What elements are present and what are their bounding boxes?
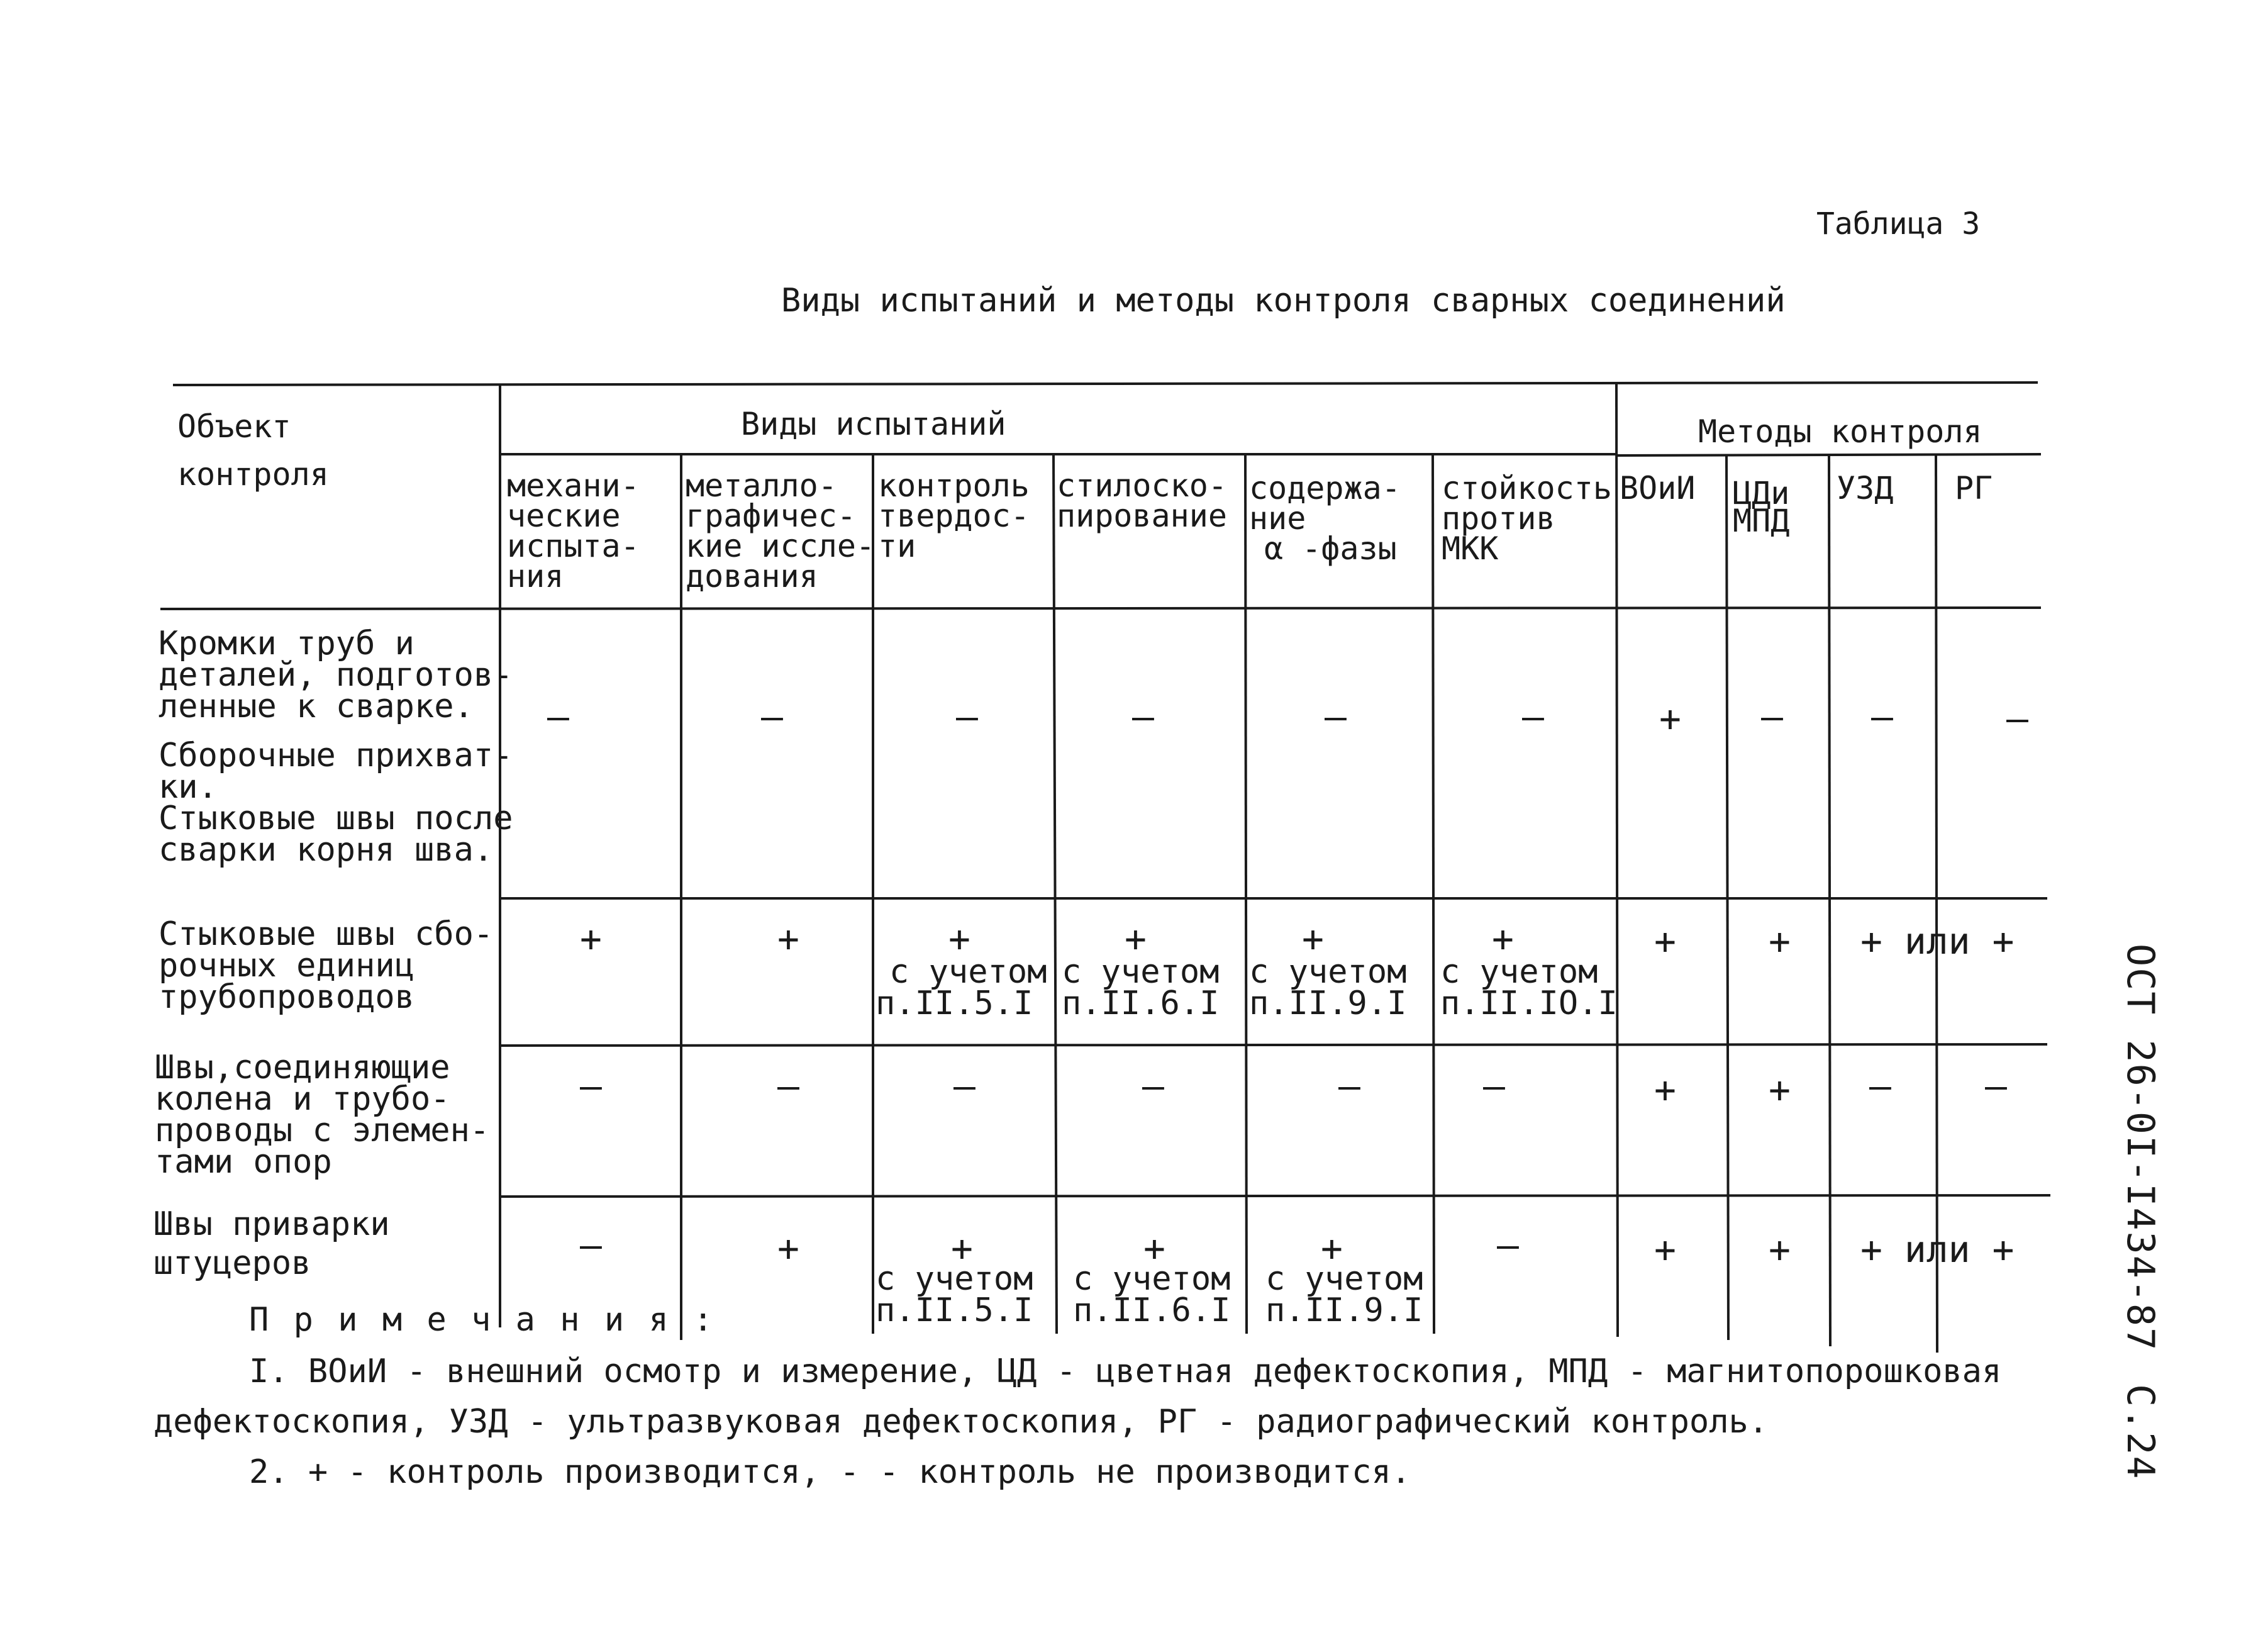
row4-mech: – — [580, 1224, 602, 1266]
row3-cd: + — [1769, 1068, 1791, 1111]
row4-metal: + — [777, 1227, 799, 1270]
row3-hard: – — [953, 1064, 976, 1107]
header-group-tests: Виды испытаний — [741, 406, 1006, 442]
header-mkk: стойкость против МКК — [1442, 470, 1612, 567]
row3-voii: + — [1654, 1068, 1676, 1111]
row2-stylo-note: с учетом п.II.6.I — [1062, 953, 1220, 1022]
header-mech: механи- ческие испыта- ния — [507, 467, 640, 595]
row2-object: Стыковые швы сбо- рочных единиц трубопроводов — [158, 915, 494, 1016]
row2-cd: + — [1769, 920, 1791, 963]
row4-hard: + — [951, 1227, 973, 1270]
row3-stylo: – — [1142, 1064, 1164, 1107]
row4-mkk: – — [1497, 1224, 1519, 1266]
header-metal: металло- графичес- кие иссле- дования — [686, 467, 876, 595]
row4-stylo: + — [1143, 1227, 1165, 1270]
row2-stylo: + — [1125, 917, 1147, 960]
table-title: Виды испытаний и методы контроля сварных соединений — [781, 282, 1786, 320]
row4-cd: + — [1769, 1228, 1791, 1271]
row4-voii: + — [1654, 1228, 1676, 1271]
row2-mkk: + — [1492, 917, 1514, 960]
row3-object: Швы,соединяющие колена и трубо- проводы с элемен- тами опор — [155, 1049, 490, 1181]
note-2: 2. + - контроль производится, - - контроль не производится. — [249, 1453, 1411, 1491]
table-caption: Таблица 3 — [1816, 206, 1981, 242]
header-cd-mpd: ЦДи МПД — [1733, 475, 1790, 539]
row1-metal: – — [761, 695, 783, 738]
row1-rg: – — [2006, 697, 2028, 740]
row1-uzd: – — [1871, 695, 1893, 738]
row2-hard-note: с учетом п.II.5.I — [876, 953, 1047, 1022]
row2-alpha-note: с учетом п.II.9.I — [1249, 953, 1407, 1022]
header-group-methods: Методы контроля — [1698, 413, 1982, 450]
row3-rg: – — [1985, 1064, 2007, 1107]
row2-uzd-rg: + или + — [1860, 920, 2015, 963]
row1-cd: – — [1761, 695, 1783, 738]
note-1-cont: дефектоскопия, УЗД - ультразвуковая дефектоскопия, РГ - радиографический контроль. — [153, 1403, 1769, 1441]
note-1: I. ВОиИ - внешний осмотр и измерение, ЦД - цветная дефектоскопия, МПД - магнитопорошковая — [249, 1353, 2002, 1390]
row1-alpha: – — [1325, 695, 1347, 738]
row3-mkk: – — [1483, 1064, 1505, 1107]
header-rg: РГ — [1955, 470, 1993, 506]
row2-voii: + — [1654, 920, 1676, 963]
row4-alpha: + — [1321, 1227, 1343, 1270]
document-code: ОСТ 26-0I-I434-87 — [2118, 944, 2162, 1352]
row2-alpha: + — [1302, 917, 1324, 960]
row2-mech: + — [580, 917, 602, 960]
row2-mkk-note: с учетом п.II.IO.I — [1440, 953, 1618, 1022]
page-number: С.24 — [2118, 1384, 2162, 1480]
row4-object: Швы приварки штуцеров — [153, 1205, 390, 1282]
row1-object: Кромки труб и деталей, подготов- ленные к сварке. Сборочные прихват- ки. Стыковые швы после сварки корня шва. — [158, 625, 513, 869]
notes-heading: П р и м е ч а н и я : — [249, 1301, 716, 1339]
header-styloscopy: стилоско- пирование — [1057, 467, 1227, 534]
row3-uzd: – — [1869, 1064, 1891, 1107]
header-hardness: контроль твердос- ти — [878, 467, 1030, 564]
row3-alpha: – — [1338, 1064, 1360, 1107]
row1-stylo: – — [1132, 695, 1154, 738]
row2-hard: + — [948, 917, 970, 960]
row1-mech: – — [547, 695, 569, 738]
row4-hard-note: с учетом п.II.5.I — [876, 1260, 1033, 1329]
row4-alpha-note: с учетом п.II.9.I — [1265, 1260, 1423, 1329]
row3-metal: – — [777, 1064, 799, 1107]
header-object: Объект контроля — [177, 408, 329, 493]
row1-mkk: – — [1522, 695, 1544, 738]
row4-uzd-rg: + или + — [1860, 1228, 2015, 1271]
header-alpha-phase: содержа- ние α -фазы — [1249, 470, 1401, 567]
row1-voii: + — [1659, 697, 1681, 740]
row1-hard: – — [956, 695, 978, 738]
row4-stylo-note: с учетом п.II.6.I — [1073, 1260, 1231, 1329]
header-uzd: УЗД — [1837, 470, 1894, 506]
header-voii: ВОиИ — [1620, 470, 1696, 506]
row2-metal: + — [777, 917, 799, 960]
row3-mech: – — [580, 1064, 602, 1107]
